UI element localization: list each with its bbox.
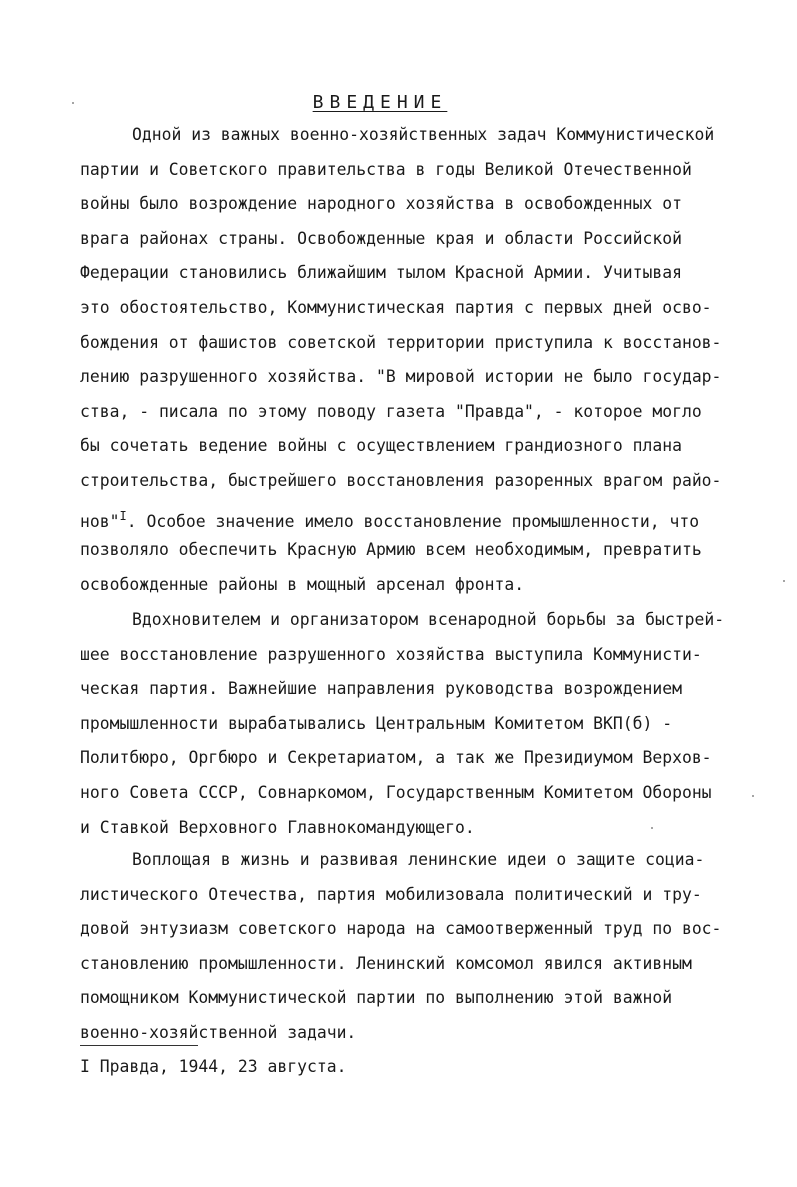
text-line: партии и Советского правительства в годы Великой Отечественной [80, 159, 692, 179]
text-line: лению разрушенного хозяйства. "В мировой истории не было государ- [80, 367, 722, 387]
text-line: становлению промышленности. Ленинский комсомол явился активным [80, 953, 692, 973]
text-line: Политбюро, Оргбюро и Секретариатом, а так же Президиумом Верхов- [80, 748, 712, 768]
footnote-divider [80, 1045, 198, 1046]
text-line: бы сочетать ведение войны с осуществлением грандиозного плана [80, 436, 682, 456]
text-line: бождения от фашистов советской территории приступила к восстанов- [80, 332, 722, 352]
text-line: ческая партия. Важнейшие направления руководства возрождением [80, 679, 682, 699]
scan-speck [783, 580, 785, 582]
text-line: довой энтузиазм советского народа на самоотверженный труд по вос- [80, 919, 722, 939]
footnote-marker: I [119, 508, 127, 523]
paragraph-1 [80, 118, 770, 602]
text-line: врага районах страны. Освобожденные края и области Российской [80, 228, 682, 248]
scan-speck [72, 102, 74, 104]
text-line: ства, - писала по этому поводу газета "Правда", - которое могло [80, 401, 702, 421]
text-line: позволяло обеспечить Красную Армию всем необходимым, превратить [80, 540, 702, 560]
text-line: Федерации становились ближайшим тылом Красной Армии. Учитывая [80, 263, 682, 283]
text-line: промышленности вырабатывались Центральным Комитетом ВКП(б) - [80, 713, 673, 733]
text-line-with-footnote [80, 499, 770, 534]
text-line: строительства, быстрейшего восстановления разоренных врагом райо- [80, 470, 722, 490]
text-line: и Ставкой Верховного Главнокомандующего. [80, 817, 475, 837]
footnote: I Правда, 1944, 23 августа. [80, 1057, 347, 1076]
text-line: Вдохновителем и организатором всенародной борьбы за быстрей- [132, 610, 725, 629]
text-line: Воплощая в жизнь и развивая ленинские идеи о защите социа- [132, 850, 705, 869]
text-line: это обостоятельство, Коммунистическая партия с первых дней осво- [80, 297, 712, 317]
text-line: военно-хозяйственной задачи. [80, 1022, 357, 1042]
text-line: помощником Коммунистической партии по выполнению этой важной [80, 988, 673, 1008]
scan-speck [752, 795, 754, 797]
paragraph-3 [80, 843, 770, 1051]
text-line: листического Отечества, партия мобилизовала политический и тру- [80, 884, 702, 904]
text-line: освобожденные районы в мощный арсенал фронта. [80, 574, 525, 594]
text-line: ного Совета СССР, Совнаркомом, Государственным Комитетом Обороны [80, 782, 712, 802]
paragraph-2 [80, 603, 770, 845]
text-line: шее восстановление разрушенного хозяйства выступила Коммунисти- [80, 644, 702, 664]
text-fragment: нов" [80, 511, 120, 531]
scan-speck [651, 827, 653, 829]
text-line: войны было возрождение народного хозяйства в освобожденных от [80, 194, 682, 214]
text-line: Одной из важных военно-хозяйственных задач Коммунистической [132, 125, 715, 144]
text-fragment: . Особое значение имело восстановление промышленности, что [126, 511, 700, 531]
page-title: ВВЕДЕНИЕ [312, 92, 448, 113]
